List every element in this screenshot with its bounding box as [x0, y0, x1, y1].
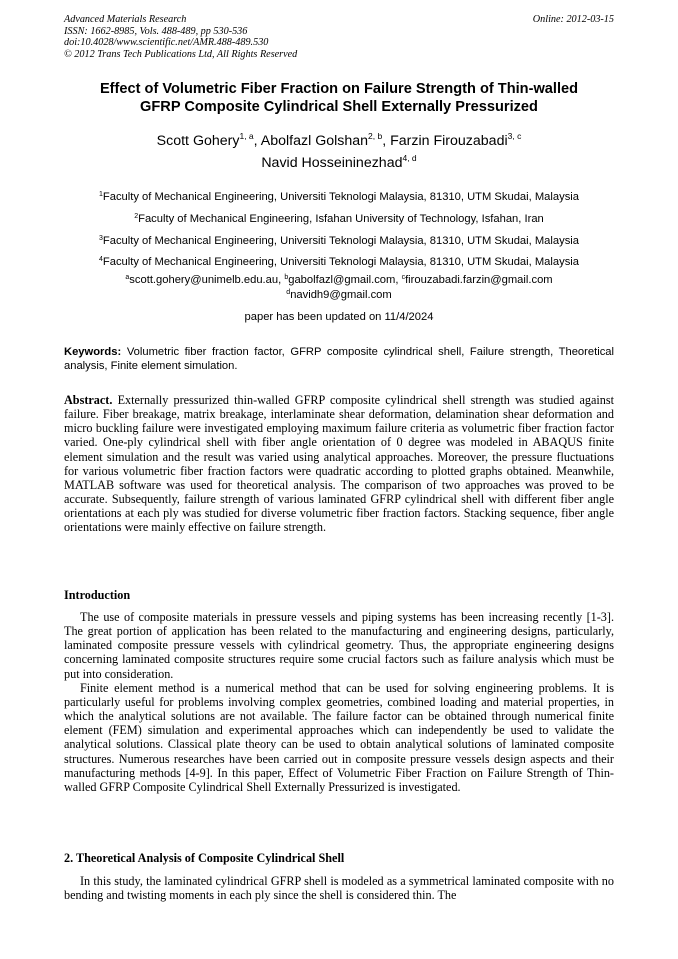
title-line-1: Effect of Volumetric Fiber Fraction on Failure Strength of Thin-walled — [99, 81, 579, 97]
abstract-section — [64, 393, 614, 535]
keywords-label: Keywords: — [64, 346, 122, 358]
journal-copyright: © 2012 Trans Tech Publications Ltd, All Rights Reserved — [64, 48, 298, 60]
affiliation-item — [58, 187, 620, 209]
email-mark: b — [284, 274, 289, 281]
introduction-paragraph-2: Finite element method is a numerical method that can be used for solving engineering problems. It is particularly useful for problems involving complex geometries, combined loading and material properties, in which the analytical solutions are not available. The failure factor can be obtained through numerical finite element (FEM) simulation and experimental approaches which can independently be used to validate the analytical solutions. Classical plate theory can be used to obtain analytical solutions of laminated composite structures. Numerous researches have been carried out in composite pressure vessels design aspects and their manufacturing methods [4-9]. In this paper, Effect of Volumetric Fiber Fraction on Failure Strength of Thin-walled GFRP Composite Cylindrical Shell Externally Pressurized is investigated. — [64, 680, 614, 794]
online-date: Online: 2012-03-15 — [532, 14, 614, 25]
author-line-2 — [64, 152, 614, 174]
introduction-heading: Introduction — [64, 588, 131, 602]
affiliation-number: 3 — [98, 234, 103, 242]
email-link[interactable]: scott.gohery@unimelb.edu.au — [129, 274, 279, 286]
section-2-paragraph-1: In this study, the laminated cylindrical GFRP shell is modeled as a symmetrical laminated composite with no bending and twisting moments in each ply since the shell is considered thin. The — [64, 874, 614, 903]
journal-header — [64, 14, 614, 60]
section-2-heading: 2. Theoretical Analysis of Composite Cylindrical Shell — [64, 851, 345, 865]
author-separator: , — [253, 133, 261, 149]
author-affiliation-mark: 1, a — [239, 131, 254, 141]
author-name: Abolfazl Golshan — [260, 133, 369, 149]
affiliation-list — [58, 187, 620, 274]
author-separator: , — [382, 133, 391, 149]
author-name: Farzin Firouzabadi — [390, 133, 508, 149]
email-line-2 — [64, 288, 614, 303]
email-link[interactable]: navidh9@gmail.com — [290, 288, 392, 301]
email-link[interactable]: gabolfazl@gmail.com — [288, 274, 396, 286]
email-link[interactable]: firouzabadi.farzin@gmail.com — [405, 274, 553, 286]
keywords-section — [64, 345, 614, 373]
paper-title — [64, 80, 614, 116]
email-mark: a — [125, 274, 130, 281]
introduction-section — [64, 610, 614, 794]
abstract-text: Externally pressurized thin-walled GFRP composite cylindrical shell strength was studied against failure. Fiber breakage, matrix breakage, interlaminate shear deformation, delamination shear deformation and micro buckling failure were investigated employing maximum failure criteria as volumetric fiber fraction factor varied. One-ply cylindrical shell with fiber angle orientation of 0 degree was modeled in ABAQUS finite element simulation and the result was varied using analytical approaches. Moreover, the pressure fluctuations for various volumetric fiber fraction factors were quadratic according to plotted graphs obtained. Meanwhile, MATLAB software was used for theoretical analysis. The comparison of two approaches was proved to be accurate. Subsequently, failure strength of various laminated GFRP cylindrical shell with different fiber angle orientations at each ply was studied for diverse volumetric fiber fraction factors. Stacking sequence, fiber angle orientations were mainly effective on failure strength. — [64, 393, 615, 535]
author-affiliation-mark: 2, b — [368, 131, 383, 141]
journal-name: Advanced Materials Research — [64, 14, 187, 25]
affiliation-number: 4 — [98, 256, 103, 264]
affiliation-number: 2 — [134, 212, 139, 220]
updated-note: paper has been updated on 11/4/2024 — [244, 311, 434, 323]
author-list — [64, 130, 614, 174]
affiliation-text: Faculty of Mechanical Engineering, Isfahan University of Technology, Isfahan, Iran — [138, 212, 544, 225]
author-name: Navid Hosseininezhad — [261, 155, 403, 171]
author-line-1 — [64, 130, 614, 152]
journal-issn: ISSN: 1662-8985, Vols. 488-489, pp 530-536 — [64, 25, 248, 37]
affiliation-text: Faculty of Mechanical Engineering, Universiti Teknologi Malaysia, 81310, UTM Skudai, Malaysia — [102, 191, 579, 203]
affiliation-number: 1 — [98, 191, 103, 198]
keywords-text: Volumetric fiber fraction factor, GFRP composite cylindrical shell, Failure strength, Theoretical analysis, Finite element simulation. — [64, 346, 614, 373]
email-mark: c — [401, 274, 406, 281]
email-list — [64, 273, 614, 302]
email-mark: d — [286, 288, 291, 296]
abstract-label: Abstract. — [64, 393, 113, 407]
affiliation-item — [58, 209, 620, 231]
affiliation-text: Faculty of Mechanical Engineering, Universiti Teknologi Malaysia, 81310, UTM Skudai, Malaysia — [102, 234, 579, 247]
introduction-paragraph-1: The use of composite materials in pressure vessels and piping systems has been increasing recently [1-3]. The great portion of application has been related to the manufacturing and engineering designs, particularly, laminated composite pressure vessels with cylindrical geometry. Thus, the appropriate engineering designs concerning laminated composite structures require some crucial factors such as failure analysis which must be put into consideration. — [64, 610, 614, 681]
affiliation-item — [58, 252, 620, 274]
title-line-2: GFRP Composite Cylindrical Shell Externally Pressurized — [140, 99, 538, 115]
affiliation-text: Faculty of Mechanical Engineering, Universiti Teknologi Malaysia, 81310, UTM Skudai, Malaysia — [102, 256, 579, 269]
author-affiliation-mark: 3, c — [507, 131, 522, 141]
email-line-1: $^a$scott.gohery@unimelb.edu.au, $^b$gabolfazl@gmail.com, $^c$firouzabadi.farzin@gmail.com — [125, 274, 553, 286]
journal-doi: doi:10.4028/www.scientific.net/AMR.488-489.530 — [64, 37, 269, 49]
author-name: Scott Gohery — [156, 133, 240, 149]
section-2-body — [64, 874, 614, 902]
affiliation-item — [58, 231, 620, 253]
author-affiliation-mark: 4, d — [402, 153, 417, 163]
